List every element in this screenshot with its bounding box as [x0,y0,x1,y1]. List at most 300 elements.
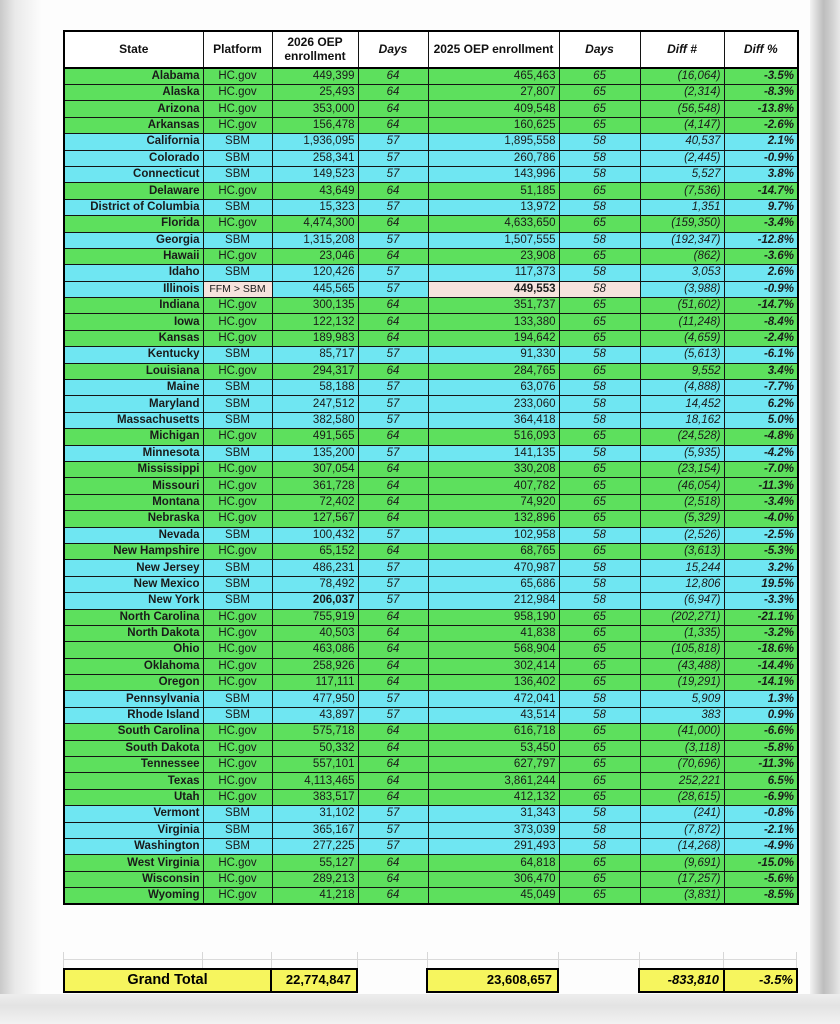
cell-2026-enrollment: 365,167 [272,822,358,838]
cell-2025-enrollment: 27,807 [428,85,559,101]
table-row [64,560,798,576]
cell-2025-days: 65 [559,609,640,625]
cell-state: Nebraska [64,511,203,527]
cell-2026-days: 57 [358,281,428,297]
cell-platform: SBM [203,150,272,166]
cell-diff-percent: 2.1% [724,134,798,150]
cell-2025-days: 58 [559,445,640,461]
table-row [64,691,798,707]
cell-2025-days: 65 [559,216,640,232]
cell-2026-days: 64 [358,789,428,805]
col-header-2025-enrollment: 2025 OEP enrollment [428,31,559,68]
cell-state: Virginia [64,822,203,838]
cell-state: Nevada [64,527,203,543]
cell-2026-enrollment: 15,323 [272,199,358,215]
cell-diff-number: (159,350) [640,216,724,232]
cell-diff-percent: -8.3% [724,85,798,101]
gap-gridlines [63,952,797,968]
cell-diff-number: 383 [640,707,724,723]
cell-diff-number: 12,806 [640,576,724,592]
cell-2026-days: 64 [358,183,428,199]
cell-diff-number: (862) [640,248,724,264]
cell-2026-days: 64 [358,625,428,641]
cell-diff-number: (7,536) [640,183,724,199]
cell-2025-days: 58 [559,166,640,182]
page-edge-bottom [0,994,840,1024]
cell-2026-days: 57 [358,150,428,166]
table-row [64,757,798,773]
cell-2026-enrollment: 486,231 [272,560,358,576]
cell-2025-days: 58 [559,380,640,396]
table-row [64,576,798,592]
cell-2025-days: 65 [559,330,640,346]
cell-platform: SBM [203,396,272,412]
cell-diff-percent: -4.8% [724,429,798,445]
table-row [64,511,798,527]
cell-2025-enrollment: 516,093 [428,429,559,445]
cell-state: North Dakota [64,625,203,641]
gridline [723,952,724,968]
table-row [64,265,798,281]
cell-platform: HC.gov [203,478,272,494]
cell-platform: SBM [203,593,272,609]
table-row [64,888,798,905]
cell-2026-days: 64 [358,85,428,101]
table-row [64,117,798,133]
cell-2025-enrollment: 958,190 [428,609,559,625]
cell-2025-days: 65 [559,68,640,85]
cell-state: Illinois [64,281,203,297]
cell-platform: FFM > SBM [203,281,272,297]
cell-2025-enrollment: 351,737 [428,298,559,314]
cell-state: Idaho [64,265,203,281]
cell-state: New Hampshire [64,543,203,559]
cell-2025-enrollment: 53,450 [428,740,559,756]
cell-diff-number: (3,118) [640,740,724,756]
cell-2025-enrollment: 1,507,555 [428,232,559,248]
cell-diff-percent: -6.9% [724,789,798,805]
cell-2026-enrollment: 353,000 [272,101,358,117]
cell-platform: SBM [203,412,272,428]
cell-2026-days: 64 [358,888,428,905]
cell-2026-days: 64 [358,429,428,445]
cell-diff-number: (16,064) [640,68,724,85]
cell-diff-percent: 3.8% [724,166,798,182]
page-edge-left [0,0,42,1024]
cell-2025-days: 58 [559,232,640,248]
cell-diff-number: (5,935) [640,445,724,461]
table-row [64,199,798,215]
cell-2026-days: 64 [358,675,428,691]
cell-diff-percent: -18.6% [724,642,798,658]
cell-diff-percent: -0.9% [724,150,798,166]
cell-diff-percent: -2.1% [724,822,798,838]
cell-2026-enrollment: 100,432 [272,527,358,543]
cell-2026-enrollment: 463,086 [272,642,358,658]
cell-platform: HC.gov [203,724,272,740]
cell-2026-enrollment: 491,565 [272,429,358,445]
cell-state: Connecticut [64,166,203,182]
table-row [64,347,798,363]
cell-2026-days: 64 [358,330,428,346]
table-row [64,789,798,805]
cell-2026-enrollment: 1,936,095 [272,134,358,150]
cell-state: Oklahoma [64,658,203,674]
table-row [64,527,798,543]
cell-2025-enrollment: 141,135 [428,445,559,461]
cell-2025-enrollment: 13,972 [428,199,559,215]
cell-2025-days: 65 [559,461,640,477]
cell-2025-days: 65 [559,85,640,101]
cell-2025-days: 65 [559,642,640,658]
cell-2025-enrollment: 133,380 [428,314,559,330]
cell-2025-days: 58 [559,347,640,363]
cell-diff-percent: -11.3% [724,757,798,773]
cell-platform: HC.gov [203,330,272,346]
cell-state: District of Columbia [64,199,203,215]
cell-2026-days: 64 [358,363,428,379]
cell-2025-days: 58 [559,527,640,543]
cell-platform: HC.gov [203,855,272,871]
cell-2025-days: 65 [559,625,640,641]
cell-diff-number: (24,528) [640,429,724,445]
cell-state: South Carolina [64,724,203,740]
cell-platform: HC.gov [203,740,272,756]
cell-2026-days: 57 [358,396,428,412]
cell-diff-percent: -3.2% [724,625,798,641]
cell-diff-percent: 3.2% [724,560,798,576]
cell-diff-percent: 19.5% [724,576,798,592]
cell-2026-days: 64 [358,642,428,658]
cell-2026-enrollment: 31,102 [272,806,358,822]
cell-platform: SBM [203,199,272,215]
cell-2025-days: 65 [559,773,640,789]
cell-2025-enrollment: 409,548 [428,101,559,117]
cell-2026-enrollment: 277,225 [272,838,358,854]
cell-state: Missouri [64,478,203,494]
cell-2026-days: 57 [358,412,428,428]
cell-diff-number: 252,221 [640,773,724,789]
cell-state: North Carolina [64,609,203,625]
col-header-2025-days: Days [559,31,640,68]
cell-state: Delaware [64,183,203,199]
cell-2026-enrollment: 72,402 [272,494,358,510]
cell-2026-days: 57 [358,265,428,281]
cell-diff-number: (2,526) [640,527,724,543]
cell-platform: HC.gov [203,494,272,510]
table-row [64,134,798,150]
cell-2026-days: 57 [358,707,428,723]
cell-diff-number: 3,053 [640,265,724,281]
cell-2026-days: 64 [358,494,428,510]
cell-platform: HC.gov [203,543,272,559]
cell-platform: SBM [203,347,272,363]
cell-2025-days: 58 [559,199,640,215]
cell-platform: HC.gov [203,216,272,232]
table-row [64,658,798,674]
table-row [64,806,798,822]
cell-state: Indiana [64,298,203,314]
cell-2026-enrollment: 289,213 [272,871,358,887]
cell-2025-enrollment: 65,686 [428,576,559,592]
cell-2025-enrollment: 74,920 [428,494,559,510]
table-row [64,183,798,199]
cell-state: Mississippi [64,461,203,477]
cell-2025-days: 65 [559,248,640,264]
table-row [64,822,798,838]
cell-2026-days: 64 [358,855,428,871]
table-row [64,314,798,330]
cell-diff-number: (43,488) [640,658,724,674]
cell-2026-enrollment: 247,512 [272,396,358,412]
enrollment-table [63,30,799,905]
grand-total-label: Grand Total [63,968,272,993]
cell-2025-enrollment: 616,718 [428,724,559,740]
cell-2025-days: 65 [559,543,640,559]
cell-platform: HC.gov [203,773,272,789]
cell-2025-enrollment: 470,987 [428,560,559,576]
cell-platform: SBM [203,838,272,854]
cell-2026-enrollment: 383,517 [272,789,358,805]
gridline [427,952,428,968]
cell-2025-days: 65 [559,511,640,527]
cell-platform: HC.gov [203,461,272,477]
cell-2025-days: 65 [559,855,640,871]
cell-state: Alaska [64,85,203,101]
cell-2026-enrollment: 755,919 [272,609,358,625]
cell-diff-number: 5,527 [640,166,724,182]
table-row [64,855,798,871]
cell-state: Ohio [64,642,203,658]
table-row [64,166,798,182]
cell-platform: HC.gov [203,625,272,641]
cell-2026-days: 64 [358,609,428,625]
cell-2026-days: 64 [358,101,428,117]
cell-2025-enrollment: 194,642 [428,330,559,346]
cell-2026-enrollment: 122,132 [272,314,358,330]
cell-platform: HC.gov [203,757,272,773]
cell-2026-enrollment: 41,218 [272,888,358,905]
cell-state: Wyoming [64,888,203,905]
cell-diff-percent: -2.4% [724,330,798,346]
cell-2026-enrollment: 58,188 [272,380,358,396]
cell-diff-number: (70,696) [640,757,724,773]
grand-total-2025-enrollment: 23,608,657 [426,968,559,993]
cell-diff-number: (3,613) [640,543,724,559]
cell-2026-days: 57 [358,593,428,609]
cell-diff-percent: -11.3% [724,478,798,494]
table-row [64,543,798,559]
cell-diff-percent: -3.3% [724,593,798,609]
table-header-row [64,31,798,68]
cell-platform: SBM [203,445,272,461]
cell-diff-number: 14,452 [640,396,724,412]
table-row [64,773,798,789]
cell-diff-number: 40,537 [640,134,724,150]
cell-diff-percent: -8.5% [724,888,798,905]
cell-2025-enrollment: 233,060 [428,396,559,412]
cell-2025-days: 58 [559,593,640,609]
col-header-platform: Platform [203,31,272,68]
cell-2026-enrollment: 258,341 [272,150,358,166]
cell-2026-enrollment: 4,113,465 [272,773,358,789]
cell-2025-enrollment: 465,463 [428,68,559,85]
cell-diff-percent: 6.2% [724,396,798,412]
gridline [63,952,64,968]
cell-state: Washington [64,838,203,854]
cell-diff-number: (3,988) [640,281,724,297]
cell-diff-number: (5,329) [640,511,724,527]
cell-state: Georgia [64,232,203,248]
cell-diff-percent: -0.9% [724,281,798,297]
cell-2025-enrollment: 472,041 [428,691,559,707]
cell-2026-enrollment: 135,200 [272,445,358,461]
cell-2026-days: 57 [358,380,428,396]
table-body [64,68,798,904]
cell-platform: HC.gov [203,609,272,625]
cell-2025-enrollment: 143,996 [428,166,559,182]
grand-total-diff-percent: -3.5% [723,968,798,993]
table-row [64,724,798,740]
cell-2025-enrollment: 117,373 [428,265,559,281]
cell-2025-days: 65 [559,658,640,674]
cell-diff-number: (14,268) [640,838,724,854]
cell-platform: SBM [203,380,272,396]
cell-diff-percent: -2.5% [724,527,798,543]
cell-2026-days: 57 [358,691,428,707]
cell-diff-number: (2,445) [640,150,724,166]
col-header-state: State [64,31,203,68]
cell-diff-number: (9,691) [640,855,724,871]
cell-2026-enrollment: 307,054 [272,461,358,477]
cell-diff-percent: -4.2% [724,445,798,461]
table-row [64,609,798,625]
gridline [796,952,797,968]
cell-state: Massachusetts [64,412,203,428]
cell-state: Minnesota [64,445,203,461]
cell-2026-enrollment: 149,523 [272,166,358,182]
cell-diff-percent: -8.4% [724,314,798,330]
table-row [64,461,798,477]
cell-2026-days: 64 [358,543,428,559]
cell-2026-days: 57 [358,199,428,215]
table-row [64,642,798,658]
cell-2026-days: 64 [358,461,428,477]
cell-state: Maryland [64,396,203,412]
cell-2026-enrollment: 23,046 [272,248,358,264]
cell-2025-enrollment: 568,904 [428,642,559,658]
cell-diff-percent: 1.3% [724,691,798,707]
cell-platform: HC.gov [203,117,272,133]
cell-2025-enrollment: 31,343 [428,806,559,822]
table-row [64,281,798,297]
cell-diff-percent: -4.0% [724,511,798,527]
cell-2026-days: 57 [358,838,428,854]
cell-diff-percent: 2.6% [724,265,798,281]
cell-diff-number: (1,335) [640,625,724,641]
cell-2026-days: 64 [358,68,428,85]
table-row [64,494,798,510]
cell-2026-enrollment: 25,493 [272,85,358,101]
cell-2025-enrollment: 4,633,650 [428,216,559,232]
cell-diff-percent: -4.9% [724,838,798,854]
page-edge-right [810,0,840,1024]
cell-2026-days: 64 [358,658,428,674]
cell-2025-days: 58 [559,265,640,281]
cell-platform: SBM [203,707,272,723]
cell-2025-days: 65 [559,871,640,887]
cell-2026-enrollment: 206,037 [272,593,358,609]
cell-platform: SBM [203,527,272,543]
cell-platform: HC.gov [203,789,272,805]
cell-2025-days: 65 [559,724,640,740]
col-header-2026-days: Days [358,31,428,68]
cell-platform: HC.gov [203,101,272,117]
cell-2025-enrollment: 51,185 [428,183,559,199]
cell-diff-number: 15,244 [640,560,724,576]
cell-platform: HC.gov [203,658,272,674]
cell-2025-enrollment: 306,470 [428,871,559,887]
col-header-diff-percent: Diff % [724,31,798,68]
cell-diff-percent: -6.1% [724,347,798,363]
table-row [64,68,798,85]
cell-diff-percent: -6.6% [724,724,798,740]
cell-2026-enrollment: 361,728 [272,478,358,494]
cell-2026-enrollment: 449,399 [272,68,358,85]
cell-diff-percent: -5.6% [724,871,798,887]
cell-2025-days: 58 [559,134,640,150]
cell-2026-enrollment: 382,580 [272,412,358,428]
cell-state: Montana [64,494,203,510]
table-row [64,740,798,756]
cell-state: California [64,134,203,150]
cell-platform: HC.gov [203,429,272,445]
cell-2025-days: 58 [559,576,640,592]
table-row [64,396,798,412]
gridline [63,959,797,960]
cell-2025-enrollment: 627,797 [428,757,559,773]
cell-diff-number: (105,818) [640,642,724,658]
table-row [64,838,798,854]
cell-platform: SBM [203,134,272,150]
cell-diff-number: (4,659) [640,330,724,346]
cell-2026-days: 57 [358,232,428,248]
cell-state: Tennessee [64,757,203,773]
cell-2026-enrollment: 85,717 [272,347,358,363]
cell-platform: SBM [203,691,272,707]
cell-diff-percent: 3.4% [724,363,798,379]
cell-diff-percent: -3.5% [724,68,798,85]
cell-2026-enrollment: 294,317 [272,363,358,379]
cell-2025-enrollment: 3,861,244 [428,773,559,789]
cell-diff-percent: 0.9% [724,707,798,723]
cell-2026-days: 57 [358,347,428,363]
cell-diff-number: (6,947) [640,593,724,609]
table-row [64,330,798,346]
cell-diff-percent: -12.8% [724,232,798,248]
cell-2026-enrollment: 575,718 [272,724,358,740]
cell-diff-percent: -3.4% [724,216,798,232]
cell-diff-number: (4,888) [640,380,724,396]
cell-2025-days: 65 [559,789,640,805]
cell-state: Maine [64,380,203,396]
cell-2026-enrollment: 1,315,208 [272,232,358,248]
cell-2026-enrollment: 65,152 [272,543,358,559]
cell-2025-days: 65 [559,117,640,133]
cell-platform: HC.gov [203,314,272,330]
cell-2026-enrollment: 445,565 [272,281,358,297]
cell-2026-days: 57 [358,806,428,822]
